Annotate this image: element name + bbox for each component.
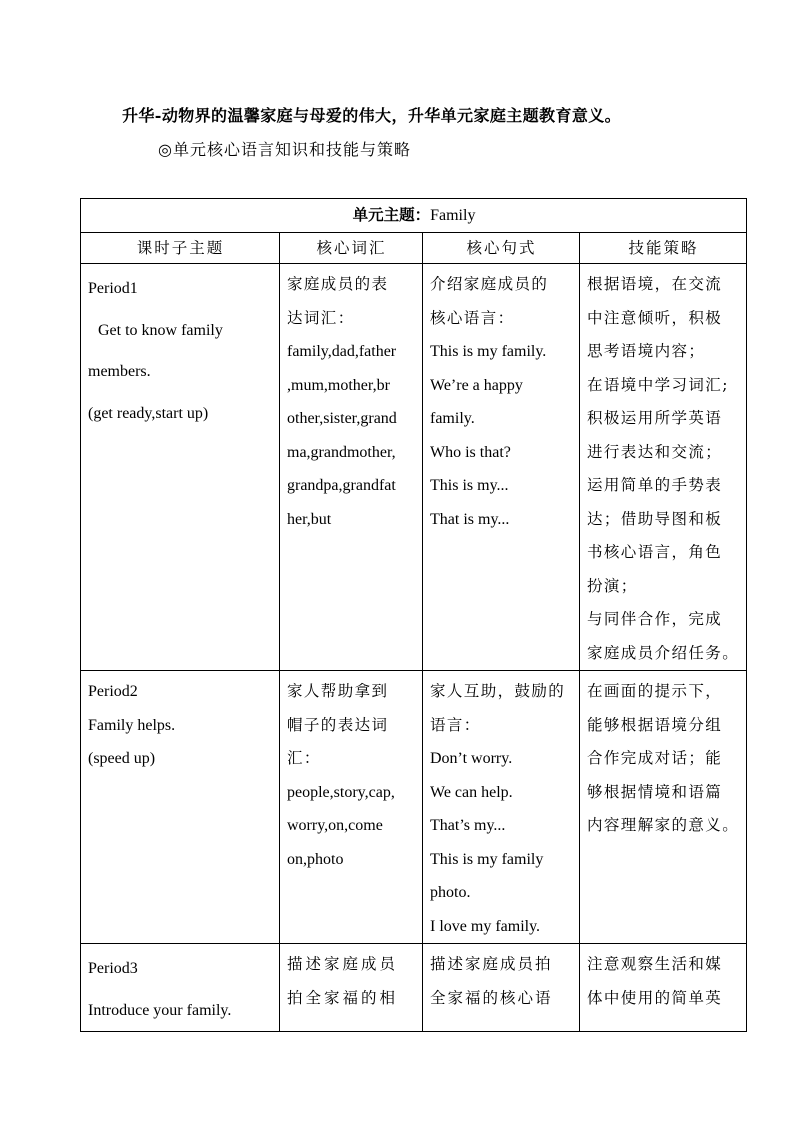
period2-subtopic: Period2 Family helps. (speed up) — [81, 671, 280, 944]
period1-vocabulary: 家庭成员的表 达词汇： family,dad,father ,mum,mother,br other,sister,grand ma,grandmother, grandpa,grandfat her,but — [280, 264, 423, 671]
period2-sentences: 家人互助，鼓励的 语言： Don’t worry. We can help. That’s my... This is my family photo. I love my family. — [423, 671, 580, 944]
period3-strategies: 注意观察生活和媒 体中使用的简单英 — [580, 944, 747, 1032]
table-title-row — [81, 199, 747, 233]
unit-theme-label: 单元主题： — [352, 205, 431, 224]
header-vocabulary: 核心词汇 — [280, 233, 423, 264]
header-sentences: 核心句式 — [423, 233, 580, 264]
period2-strategies: 在画面的提示下， 能够根据语境分组 合作完成对话；能 够根据情境和语篇 内容理解家的意义。 — [580, 671, 747, 944]
table-row — [81, 671, 747, 944]
period3-subtopic: Period3 Introduce your family. — [81, 944, 280, 1032]
period1-strategies: 根据语境，在交流 中注意倾听，积极 思考语境内容； 在语境中学习词汇; 积极运用所学英语 进行表达和交流； 运用简单的手势表 达；借助导图和板 书核心语言，角色 扮演； 与同伴合作，完成 家庭成员介绍任务。 — [580, 264, 747, 671]
header-strategies: 技能策略 — [580, 233, 747, 264]
period1-subtopic: Period1 Get to know family members. (get ready,start up) — [81, 264, 280, 671]
period1-sentences: 介绍家庭成员的 核心语言： This is my family. We’re a happy family. Who is that? This is my... That is my... — [423, 264, 580, 671]
unit-theme-value: Family — [430, 207, 476, 224]
period2-vocabulary: 家人帮助拿到 帽子的表达词 汇： people,story,cap, worry,on,come on,photo — [280, 671, 423, 944]
table-header-row — [81, 233, 747, 264]
period3-sentences: 描述家庭成员拍 全家福的核心语 — [423, 944, 580, 1032]
unit-table — [80, 198, 747, 1032]
intro-line: 升华-动物界的温馨家庭与母爱的伟大，升华单元家庭主题教育意义。 — [122, 106, 622, 125]
period3-vocabulary: 描述家庭成员 拍全家福的相 — [280, 944, 423, 1032]
header-subtopic: 课时子主题 — [81, 233, 280, 264]
section-heading: ◎单元核心语言知识和技能与策略 — [158, 140, 411, 159]
table-row — [81, 944, 747, 1032]
unit-theme-cell — [81, 199, 747, 233]
table-row — [81, 264, 747, 671]
